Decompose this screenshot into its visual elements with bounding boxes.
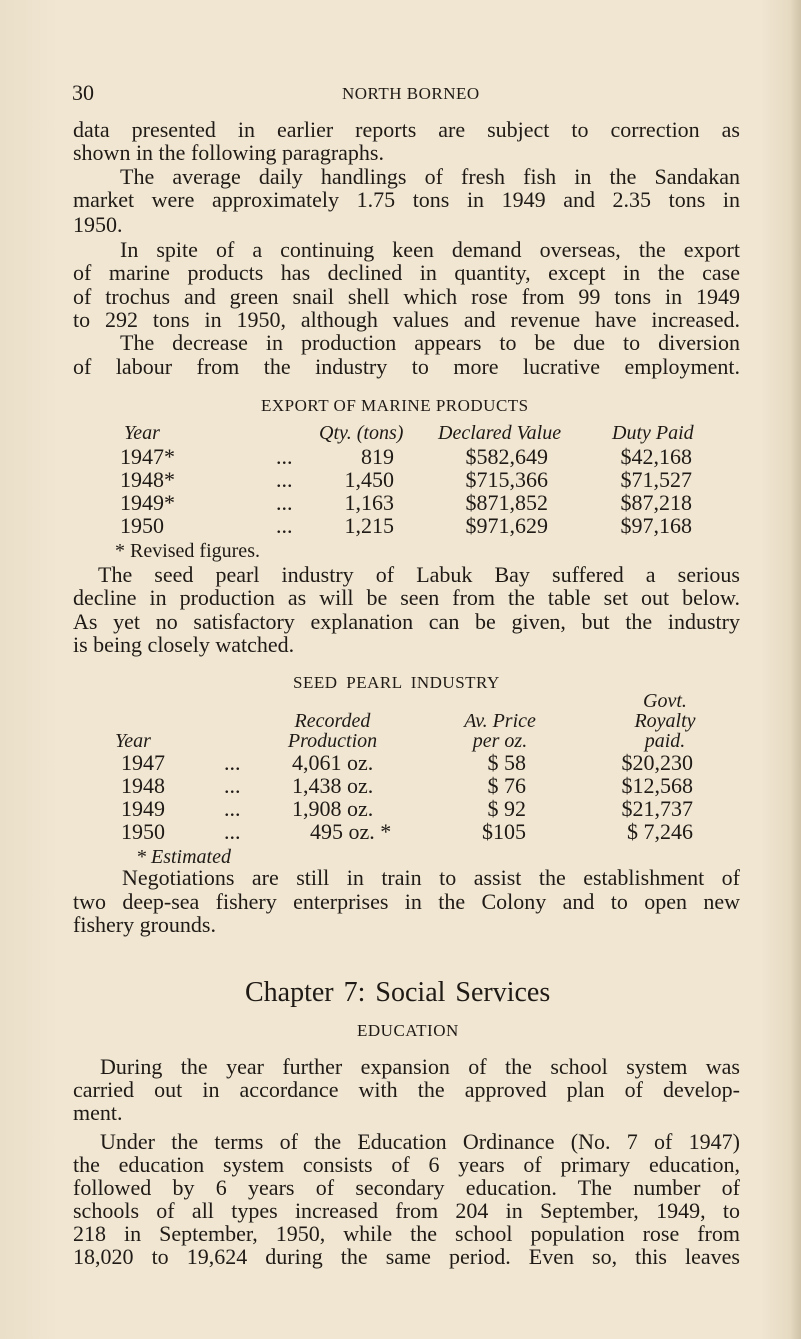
cell-value: $582,649: [465, 444, 548, 469]
column-header-declared-value: Declared Value: [438, 422, 562, 444]
column-header-duty-paid: Duty Paid: [612, 422, 694, 444]
paragraph-line: The seed pearl industry of Labuk Bay suffered a serious: [98, 562, 740, 587]
paragraph-line: 18,020 to 19,624 during the same period. Even so, this leaves: [73, 1244, 740, 1269]
paragraph-line: two deep-sea fishery enterprises in the Colony and to open new: [73, 889, 740, 914]
cell-year: 1948: [121, 773, 165, 798]
leader-dots: ...: [224, 819, 241, 844]
cell-year: 1949*: [120, 490, 175, 515]
table-footnote: * Estimated: [136, 846, 231, 868]
column-header-production: Recorded: [294, 710, 371, 732]
cell-royalty: $ 7,246: [627, 819, 693, 844]
paragraph-line: carried out in accordance with the approved plan of develop-: [73, 1077, 740, 1102]
cell-duty: $87,218: [620, 490, 692, 515]
cell-production: 1,908 oz.: [292, 796, 374, 821]
cell-duty: $97,168: [620, 513, 692, 538]
cell-qty: 1,163: [344, 490, 394, 515]
page-number: 30: [72, 80, 94, 105]
paragraph-line: The decrease in production appears to be due to diversion: [120, 330, 740, 355]
cell-price: $ 92: [487, 796, 526, 821]
column-header-royalty: Royalty: [634, 710, 696, 732]
section-heading: EDUCATION: [357, 1021, 459, 1040]
cell-production: 1,438 oz.: [292, 773, 374, 798]
cell-duty: $42,168: [620, 444, 692, 469]
table-title: EXPORT OF MARINE PRODUCTS: [261, 396, 529, 415]
paragraph-line: data presented in earlier reports are subject to correction as: [73, 117, 740, 142]
leader-dots: ...: [224, 750, 241, 775]
paragraph-line: fishery grounds.: [73, 912, 216, 937]
cell-year: 1950: [120, 513, 164, 538]
column-header-year: Year: [115, 730, 151, 752]
column-header-year: Year: [124, 422, 160, 444]
paragraph-line: is being closely watched.: [73, 632, 295, 657]
cell-qty: 1,215: [344, 513, 394, 538]
chapter-title: Chapter 7: Social Services: [245, 977, 551, 1008]
cell-production: 495 oz. *: [310, 819, 392, 844]
column-header-price: Av. Price: [464, 710, 536, 732]
paragraph-line: Under the terms of the Education Ordinance (No. 7 of 1947): [100, 1129, 740, 1154]
column-header-production: Production: [287, 730, 378, 752]
paragraph-line: 1950.: [73, 212, 123, 237]
paragraph-line: In spite of a continuing keen demand overseas, the export: [120, 237, 740, 262]
paragraph-line: of trochus and green snail shell which rose from 99 tons in 1949: [73, 284, 740, 309]
cell-value: $715,366: [465, 467, 548, 492]
leader-dots: ...: [276, 490, 293, 515]
column-header-price: per oz.: [472, 730, 528, 752]
cell-royalty: $20,230: [621, 750, 693, 775]
cell-qty: 819: [361, 444, 394, 469]
paragraph-line: to 292 tons in 1950, although values and revenue have increased.: [73, 307, 740, 332]
paragraph-line: followed by 6 years of secondary education. The number of: [73, 1175, 740, 1200]
column-header-royalty: paid.: [644, 730, 686, 752]
cell-year: 1947: [121, 750, 165, 775]
column-header-qty: Qty. (tons): [319, 422, 404, 444]
running-title: NORTH BORNEO: [342, 84, 480, 103]
cell-royalty: $12,568: [621, 773, 693, 798]
paragraph-line: market were approximately 1.75 tons in 1949 and 2.35 tons in: [73, 187, 740, 212]
paragraph-line: 218 in September, 1950, while the school population rose from: [73, 1221, 740, 1246]
cell-price: $105: [482, 819, 526, 844]
cell-year: 1948*: [120, 467, 175, 492]
paragraph-line: of labour from the industry to more lucrative employment.: [73, 354, 740, 379]
cell-duty: $71,527: [620, 467, 692, 492]
paragraph-line: During the year further expansion of the school system was: [100, 1054, 740, 1079]
paragraph-line: schools of all types increased from 204 in September, 1949, to: [73, 1198, 740, 1223]
paragraph-line: As yet no satisfactory explanation can be given, but the industry: [73, 609, 740, 634]
paragraph-line: the education system consists of 6 years of primary education,: [73, 1152, 740, 1177]
cell-year: 1950: [121, 819, 165, 844]
table-footnote: * Revised figures.: [115, 540, 260, 562]
leader-dots: ...: [224, 773, 241, 798]
cell-qty: 1,450: [344, 467, 394, 492]
cell-production: 4,061 oz.: [292, 750, 374, 775]
cell-year: 1947*: [120, 444, 175, 469]
paragraph-line: decline in production as will be seen from the table set out below.: [73, 585, 740, 610]
leader-dots: ...: [276, 467, 293, 492]
cell-value: $871,852: [465, 490, 548, 515]
leader-dots: ...: [276, 513, 293, 538]
paragraph-line: The average daily handlings of fresh fish in the Sandakan: [120, 164, 740, 189]
cell-value: $971,629: [465, 513, 548, 538]
paragraph-line: of marine products has declined in quantity, except in the case: [73, 260, 740, 285]
cell-price: $ 76: [487, 773, 526, 798]
paragraph-line: ment.: [73, 1100, 123, 1125]
cell-price: $ 58: [487, 750, 526, 775]
cell-year: 1949: [121, 796, 165, 821]
leader-dots: ...: [276, 444, 293, 469]
leader-dots: ...: [224, 796, 241, 821]
cell-royalty: $21,737: [621, 796, 693, 821]
column-header-royalty: Govt.: [643, 690, 687, 712]
paragraph-line: Negotiations are still in train to assist the establishment of: [122, 865, 740, 890]
paragraph-line: shown in the following paragraphs.: [73, 140, 384, 165]
table-title: SEED PEARL INDUSTRY: [293, 673, 500, 692]
